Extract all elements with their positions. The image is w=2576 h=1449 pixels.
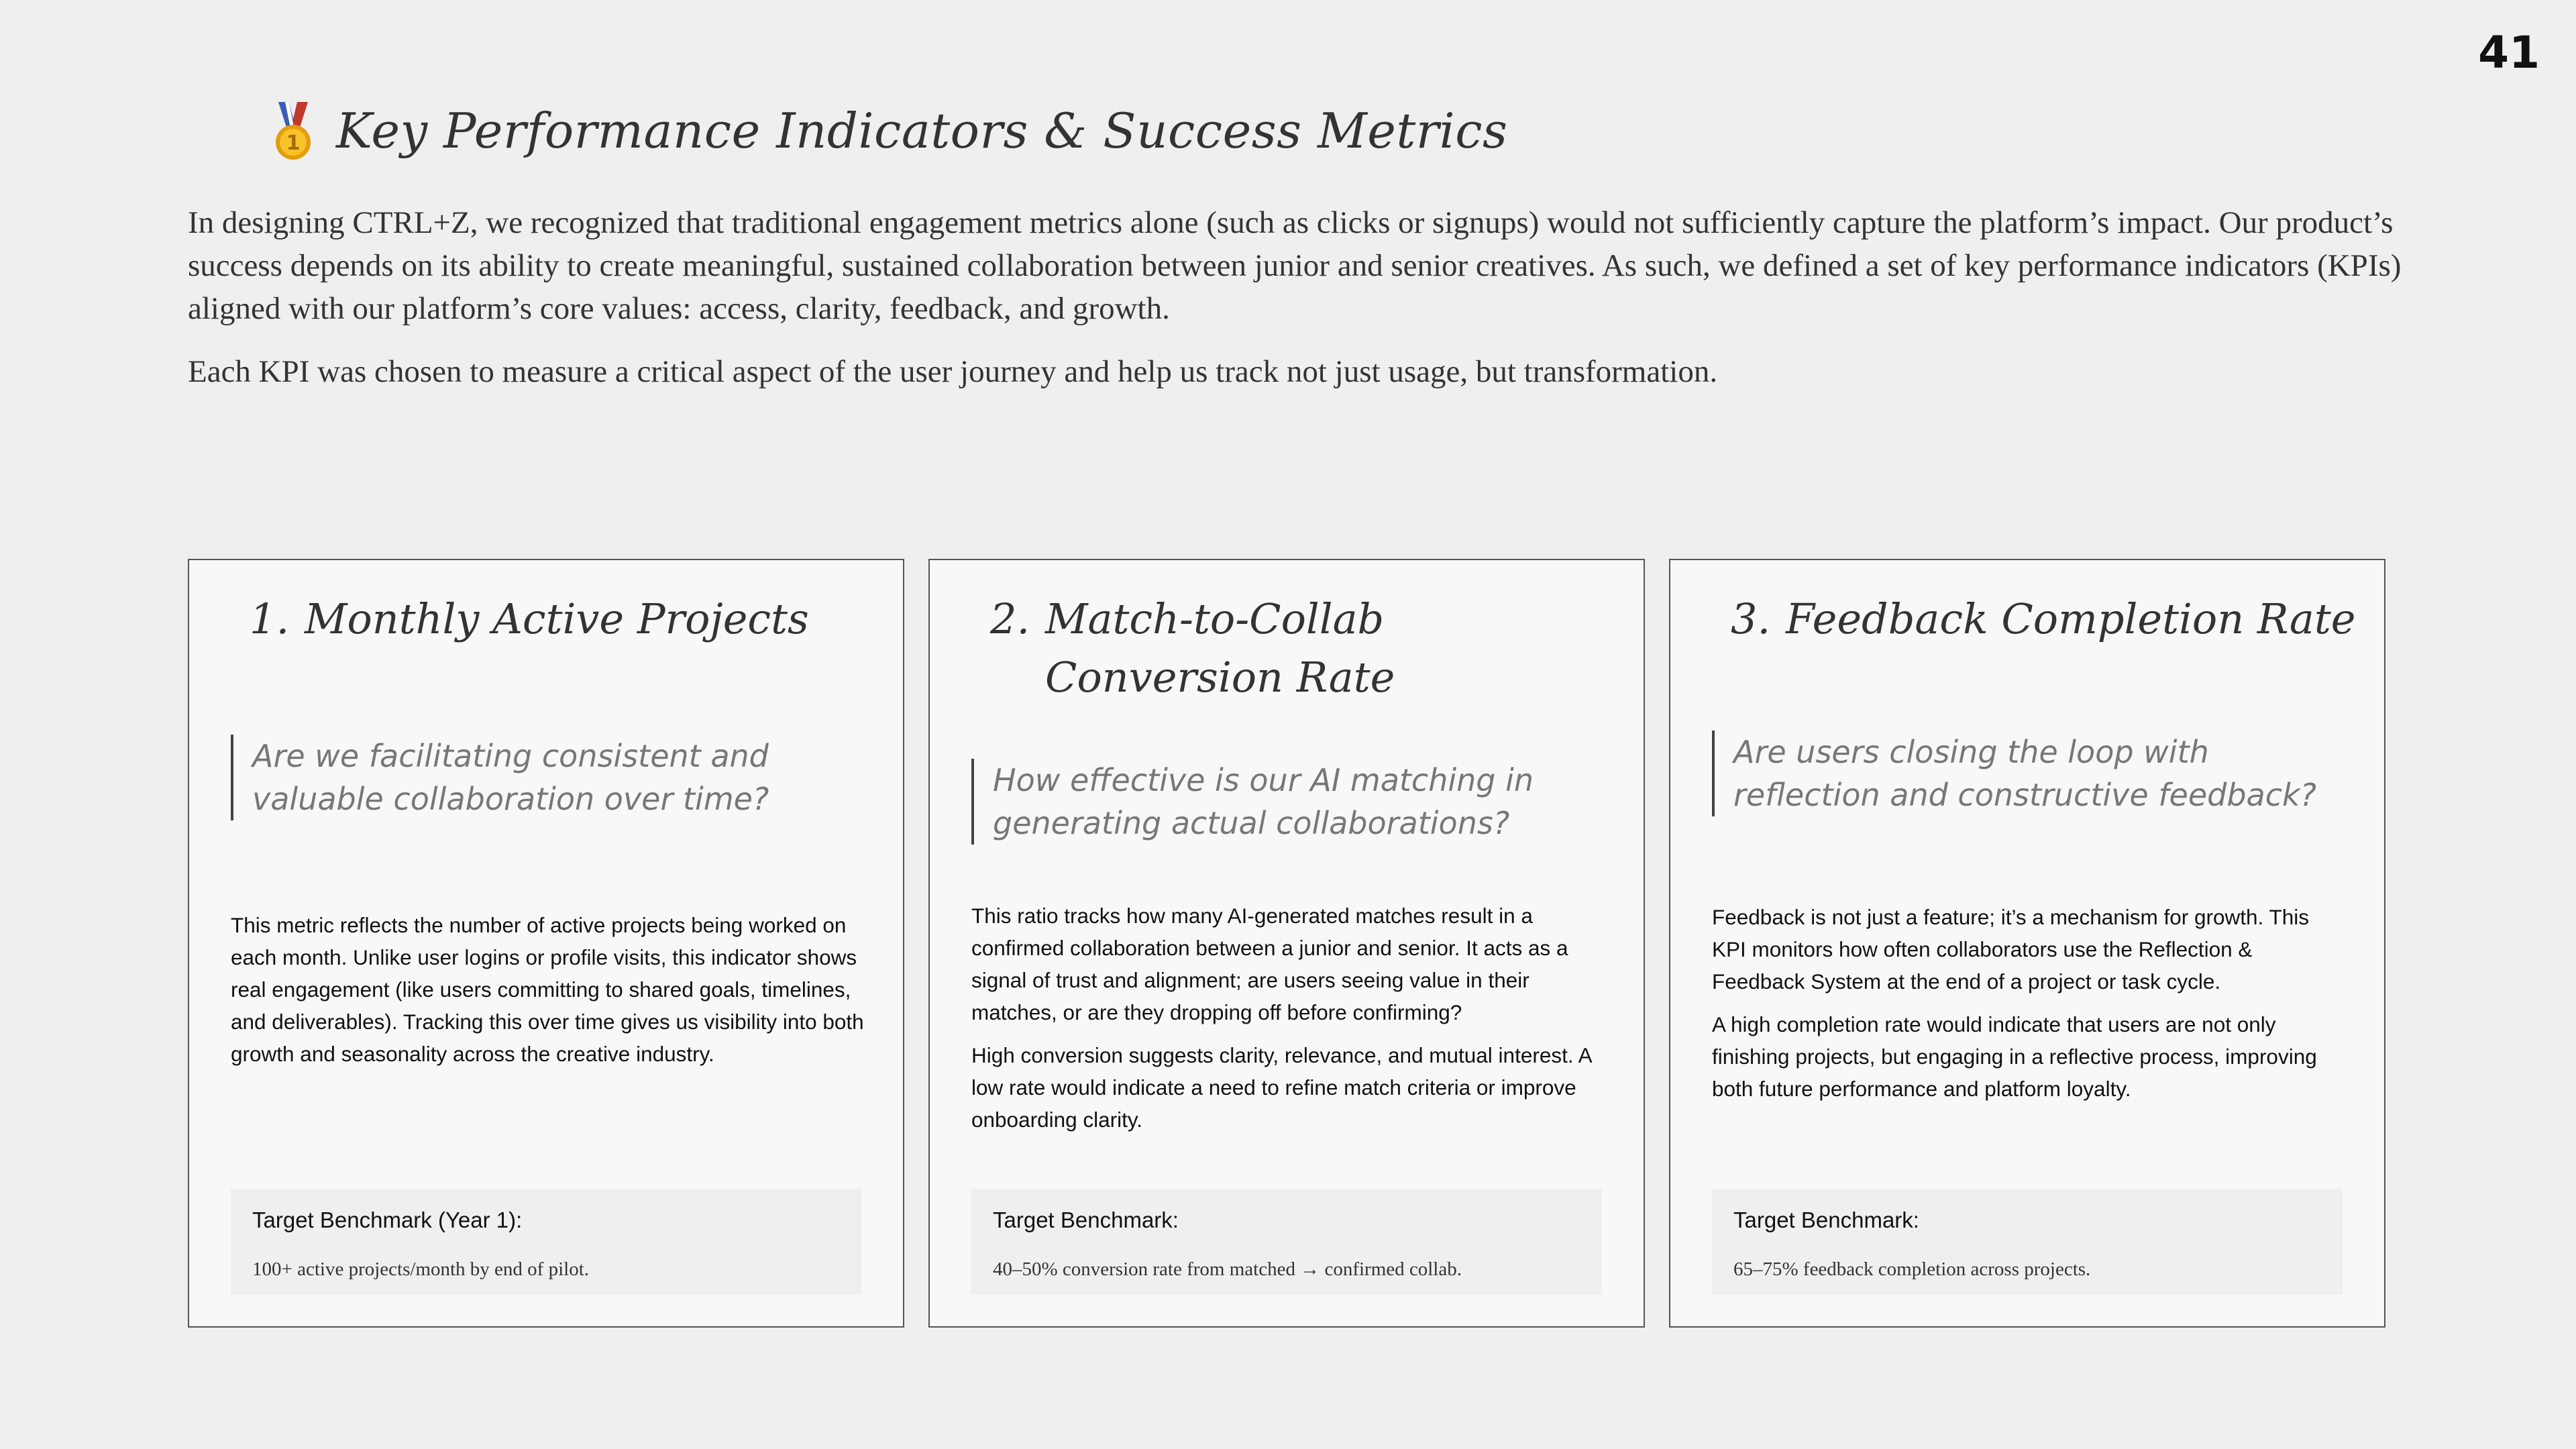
kpi-card-monthly-active-projects bbox=[188, 559, 904, 1328]
target-benchmark-box bbox=[1712, 1189, 2343, 1295]
benchmark-value: 100+ active projects/month by end of pilot. bbox=[252, 1258, 590, 1280]
kpi-title bbox=[250, 590, 883, 648]
target-benchmark-box bbox=[231, 1189, 861, 1295]
kpi-description bbox=[1712, 901, 2347, 1116]
kpi-card-match-to-collab bbox=[928, 559, 1645, 1328]
kpi-card-feedback-completion bbox=[1669, 559, 2385, 1328]
kpi-number: 1. bbox=[250, 594, 290, 643]
benchmark-value: 40–50% conversion rate from matched → confirmed collab. bbox=[993, 1258, 1462, 1280]
kpi-title bbox=[1731, 590, 2364, 648]
kpi-question: Are we facilitating consistent and valuable collaboration over time? bbox=[231, 735, 876, 820]
svg-text:1: 1 bbox=[286, 131, 301, 155]
kpi-title-text: Match-to-Collab Conversion Rate bbox=[1045, 594, 1395, 702]
kpi-title bbox=[990, 590, 1623, 706]
kpi-description bbox=[231, 909, 865, 1081]
benchmark-label: Target Benchmark (Year 1): bbox=[252, 1208, 523, 1232]
kpi-paragraph: High conversion suggests clarity, relevance, and mutual interest. A low rate would indicate a need to refine match criteria or improve onboarding clarity. bbox=[971, 1043, 1591, 1132]
benchmark-label: Target Benchmark: bbox=[1733, 1208, 1919, 1232]
page-title: Key Performance Indicators & Success Metrics bbox=[336, 103, 1508, 159]
benchmark-value: 65–75% feedback completion across projects. bbox=[1733, 1258, 2091, 1280]
kpi-paragraph: This ratio tracks how many AI-generated matches result in a confirmed collaboration between a junior and senior. It acts as a signal of trust and alignment; are users seeing value in their matches, or are they dropping off before confirming? bbox=[971, 904, 1568, 1024]
kpi-title-text: Monthly Active Projects bbox=[305, 594, 809, 643]
kpi-question: How effective is our AI matching in generating actual collaborations? bbox=[971, 759, 1617, 845]
page-number: 41 bbox=[2478, 27, 2540, 78]
target-benchmark-box bbox=[971, 1189, 1602, 1295]
kpi-number: 2. bbox=[990, 594, 1030, 643]
kpi-paragraph: This metric reflects the number of active projects being worked on each month. Unlike user logins or profile visits, this indicator shows real engagement (like users committing to shared goals, timelines, and deliverables). Tracking this over time gives us visibility into both growth and seasonality across the creative industry. bbox=[231, 913, 864, 1066]
intro-paragraph: Each KPI was chosen to measure a critical aspect of the user journey and help us track not just usage, but transformation. bbox=[188, 354, 1718, 389]
page-heading bbox=[272, 101, 1507, 161]
kpi-paragraph: A high completion rate would indicate that users are not only finishing projects, but engaging in a reflective process, improving both future performance and platform loyalty. bbox=[1712, 1012, 2317, 1101]
intro-paragraph: In designing CTRL+Z, we recognized that traditional engagement metrics alone (such as clicks or signups) would not sufficiently capture the platform’s impact. Our product’s success depends on its ability to create meaningful, sustained collaboration between junior and senior creatives. As such, we defined a set of key performance indicators (KPIs) aligned with our platform’s core values: access, clarity, feedback, and growth. bbox=[188, 205, 2402, 326]
kpi-question: Are users closing the loop with reflection and constructive feedback? bbox=[1712, 731, 2357, 816]
kpi-description bbox=[971, 900, 1606, 1146]
kpi-paragraph: Feedback is not just a feature; it’s a mechanism for growth. This KPI monitors how often collaborators use the Reflection & Feedback System at the end of a project or task cycle. bbox=[1712, 905, 2309, 994]
kpi-title-text: Feedback Completion Rate bbox=[1786, 594, 2356, 643]
medal-icon bbox=[272, 101, 315, 161]
benchmark-label: Target Benchmark: bbox=[993, 1208, 1179, 1232]
kpi-number: 3. bbox=[1731, 594, 1771, 643]
intro-text bbox=[188, 201, 2402, 413]
